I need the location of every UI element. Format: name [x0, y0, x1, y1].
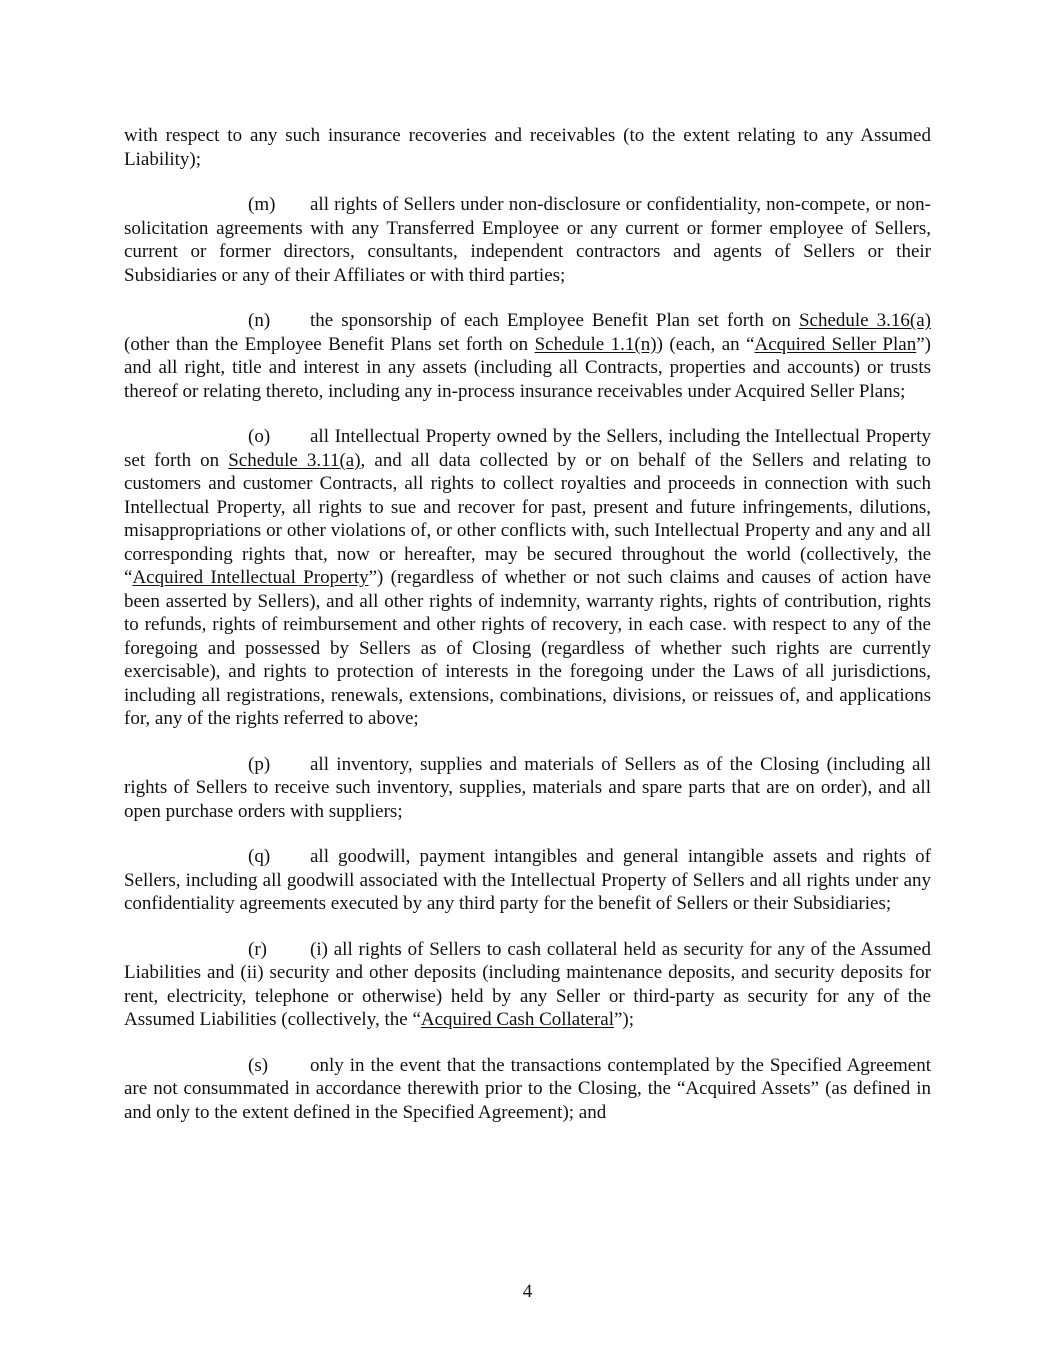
clause-m-label: (m) [248, 194, 276, 215]
clause-n-text-1: the sponsorship of each Employee Benefit Plan set forth on [310, 310, 799, 331]
acquired-intellectual-property-term: Acquired Intellectual Property [132, 567, 369, 588]
clause-o-text-1: all Intellectual Property owned by the Sellers, including the Intellectual Property set forth on [124, 426, 931, 471]
clause-r [124, 938, 931, 1032]
clause-o-text-2: , and all data collected by or on behalf of the Sellers and relating to customers and customer Contracts, all rights to collect royalties and proceeds in connection with such Intellectual Property, all rights to sue and recover for past, present and future infringements, dilutions, misappropriations or other violations of, or other conflicts with, such Intellectual Property and any and all corresponding rights that, now or hereafter, may be secured throughout the world (collectively, the “ [124, 449, 931, 588]
clause-n-text-2: (other than the Employee Benefit Plans set forth on [124, 333, 535, 355]
clause-n-text-4: ”) and all right, title and interest in any assets (including all Contracts, properties and accounts) or trusts thereof or relating thereto, including any in-process insurance receivables under Acquired Seller Plans; [124, 333, 931, 402]
clause-s [124, 1054, 931, 1125]
acquired-cash-collateral-term: Acquired Cash Collateral [420, 1009, 614, 1030]
page-number: 4 [522, 1281, 533, 1302]
clause-m [124, 193, 931, 287]
clause-r-text-2: ”); [613, 1009, 635, 1030]
document-page [124, 124, 931, 1146]
clause-o [124, 425, 931, 731]
schedule-1-1-n-reference: Schedule 1.1(n) [534, 333, 657, 355]
schedule-3-11-a-reference: Schedule 3.11(a) [228, 449, 361, 471]
clause-n-label: (n) [248, 310, 271, 331]
clause-s-label: (s) [248, 1054, 269, 1076]
clause-q-text: all goodwill, payment intangibles and general intangible assets and rights of Sellers, including all goodwill associated with the Intellectual Property of Sellers and all rights under any confidentiality agreements executed by any third party for the benefit of Sellers or their Subsidiaries; [124, 846, 931, 914]
clause-o-text-3: ”) (regardless of whether or not such claims and causes of action have been asserted by Sellers), and all other rights of indemnity, warranty rights, rights of contribution, rights to refunds, rights of reimbursement and other rights of recovery, in each case. with respect to any of the foregoing and possessed by Sellers as of Closing (regardless of whether such rights are currently exercisable), and rights to protection of interests in the foregoing under the Laws of all jurisdictions, including all registrations, renewals, extensions, combinations, divisions, or reissues of, and applications for, any of the rights referred to above; [124, 567, 931, 729]
clause-m-text: all rights of Sellers under non-disclosure or confidentiality, non-compete, or non-solicitation agreements with any Transferred Employee or any current or former employee of Sellers, current or former directors, consultants, independent contractors and agents of Sellers or their Subsidiaries or any of their Affiliates or with third parties; [124, 194, 931, 286]
clause-o-label: (o) [248, 426, 271, 447]
clause-q [124, 845, 931, 916]
acquired-seller-plan-term: Acquired Seller Plan [754, 333, 917, 355]
continuation-paragraph: with respect to any such insurance recoveries and receivables (to the extent relating to any Assumed Liability); [124, 125, 931, 170]
clause-q-label: (q) [248, 846, 271, 867]
clause-p-label: (p) [248, 753, 271, 775]
schedule-3-16-a-reference: Schedule 3.16(a) [798, 310, 931, 331]
clause-n [124, 309, 931, 403]
clause-s-text: only in the event that the transactions contemplated by the Specified Agreement are not consummated in accordance therewith prior to the Closing, the “Acquired Assets” (as defined in and only to the extent defined in the Specified Agreement); and [124, 1054, 931, 1123]
clause-n-text-3: ) (each, an “ [656, 333, 755, 355]
clause-p-text: all inventory, supplies and materials of Sellers as of the Closing (including all rights of Sellers to receive such inventory, supplies, materials and spare parts that are on order), and all open purchase orders with suppliers; [124, 753, 931, 822]
clause-r-text-1: (i) all rights of Sellers to cash collateral held as security for any of the Assumed Liabilities and (ii) security and other deposits (including maintenance deposits, and security deposits for rent, electricity, telephone or otherwise) held by any Seller or third-party as security for any of the Assumed Liabilities (collectively, the “ [124, 938, 931, 1030]
clause-p [124, 753, 931, 824]
clause-r-label: (r) [248, 938, 267, 960]
